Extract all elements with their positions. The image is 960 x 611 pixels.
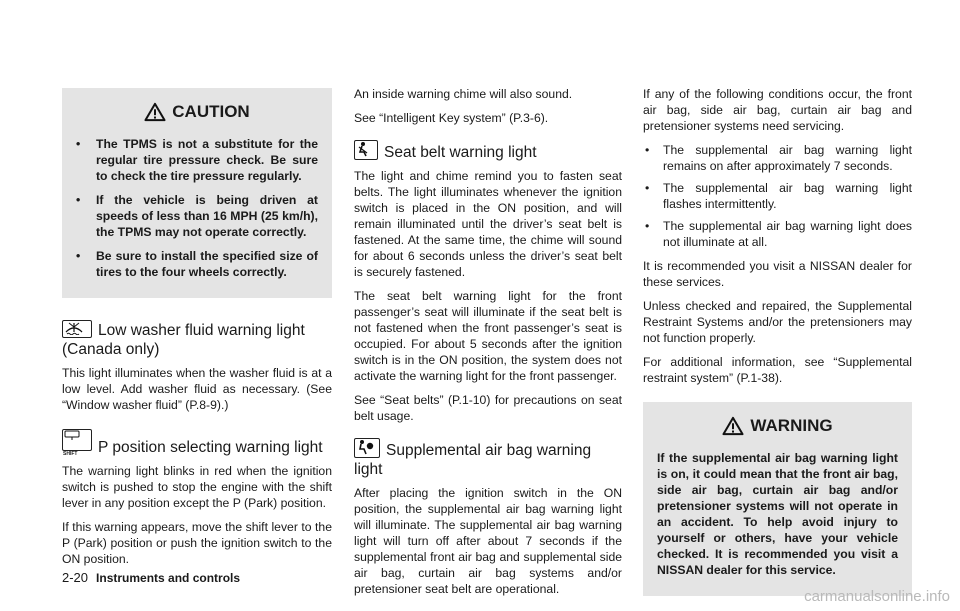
page-footer xyxy=(62,570,240,585)
restraint-warning-text: Unless checked and repaired, the Supplemental Restraint Systems and/or the pretensioners may not function properly. xyxy=(643,299,912,345)
column-2 xyxy=(354,86,622,605)
p-position-heading-text: P position selecting warning light xyxy=(98,439,323,456)
dealer-recommendation: It is recommended you visit a NISSAN dealer for these services. xyxy=(643,259,912,289)
airbag-heading-text: Supplemental air bag warning light xyxy=(354,442,592,478)
warning-title xyxy=(657,416,898,436)
caution-title-text: CAUTION xyxy=(172,102,250,121)
chime-text: An inside warning chime will also sound. xyxy=(354,87,573,101)
airbag-icon xyxy=(354,438,380,458)
seatbelt-heading xyxy=(354,140,622,162)
page-number: 2-20 xyxy=(62,570,89,585)
seatbelt-heading-text: Seat belt warning light xyxy=(384,144,537,161)
washer-body: This light illuminates when the washer fluid is at a low level. Add washer fluid as necessary. (See “Window washer fluid” (P.8-9).) xyxy=(62,366,332,412)
intelligent-key-reference: See “Intelligent Key system” (P.3-6). xyxy=(354,111,549,125)
restraint-reference: For additional information, see “Supplemental restraint system” (P.1-38). xyxy=(643,355,912,385)
seatbelt-paragraph-3: See “Seat belts” (P.1-10) for precautions on seat belt usage. xyxy=(354,393,622,423)
shift-icon xyxy=(62,429,92,457)
p-position-paragraph-1: The warning light blinks in red when the ignition switch is pushed to stop the engine with the shift lever in any position except the P (Park) position. xyxy=(62,464,332,510)
washer-fluid-icon xyxy=(62,320,92,338)
warning-triangle-icon xyxy=(144,102,166,122)
warning-body: If the supplemental air bag warning light is on, it could mean that the front air bag, side air bag, curtain air bag and/or pretensioner systems will not operate in an accident. To help avoid injury to yourself or others, have your vehicle checked. It is recommended you visit a NISSAN dealer for this service. xyxy=(657,451,898,577)
warning-box xyxy=(643,402,912,596)
list-item: • The supplemental air bag warning light flashes intermittently. xyxy=(643,180,912,212)
list-item: • If the vehicle is being driven at speeds of less than 16 MPH (25 km/h), the TPMS may not operate correctly. xyxy=(76,192,318,240)
washer-heading-text: Low washer fluid warning light (Canada only) xyxy=(62,322,305,358)
section-title: Instruments and controls xyxy=(96,571,241,585)
caution-title xyxy=(76,102,318,122)
list-item: • Be sure to install the specified size of tires to the four wheels correctly. xyxy=(76,248,318,280)
caution-box xyxy=(62,88,332,298)
washer-heading xyxy=(62,320,332,359)
warning-title-text: WARNING xyxy=(750,416,833,435)
caution-list xyxy=(76,136,318,280)
p-position-heading xyxy=(62,429,332,457)
airbag-paragraph-1: After placing the ignition switch in the ON position, the supplemental air bag warning light will illuminate. The supplemental air bag warning light will turn off after about 7 seconds if the supplemental front air bag and supplemental side air bag, curtain air bag systems and/or pretensioner seat belt are operational. xyxy=(354,486,622,596)
list-item: • The supplemental air bag warning light does not illuminate at all. xyxy=(643,218,912,250)
airbag-heading xyxy=(354,438,622,479)
shift-icon-label: SHIFT xyxy=(63,451,78,457)
column-3 xyxy=(643,86,912,596)
list-item: • The supplemental air bag warning light remains on after approximately 7 seconds. xyxy=(643,142,912,174)
seatbelt-icon xyxy=(354,140,378,160)
list-item: • The TPMS is not a substitute for the regular tire pressure check. Be sure to check the tire pressure regularly. xyxy=(76,136,318,184)
p-position-paragraph-2: If this warning appears, move the shift lever to the P (Park) position or push the ignition switch to the ON position. xyxy=(62,520,332,566)
servicing-intro: If any of the following conditions occur, the front air bag, side air bag, curtain air bag and pretensioner systems need servicing. xyxy=(643,87,912,133)
servicing-conditions-list xyxy=(643,142,912,250)
seatbelt-paragraph-1: The light and chime remind you to fasten seat belts. The light illuminates whenever the ignition switch is placed in the ON position, and will remain illuminated until the driver’s seat belt is fastened. At the same time, the chime will sound for about 6 seconds unless the driver’s seat belt is securely fastened. xyxy=(354,169,622,279)
column-1 xyxy=(62,88,332,575)
seatbelt-paragraph-2: The seat belt warning light for the front passenger’s seat will illuminate if the seat belt is not fastened when the front passenger’s seat is occupied. For about 5 seconds after the ignition switch is in the ON position, the system does not activate the warning light for the front passenger. xyxy=(354,289,622,383)
warning-triangle-icon xyxy=(722,416,744,436)
watermark: carmanualsonline.info xyxy=(804,588,950,605)
